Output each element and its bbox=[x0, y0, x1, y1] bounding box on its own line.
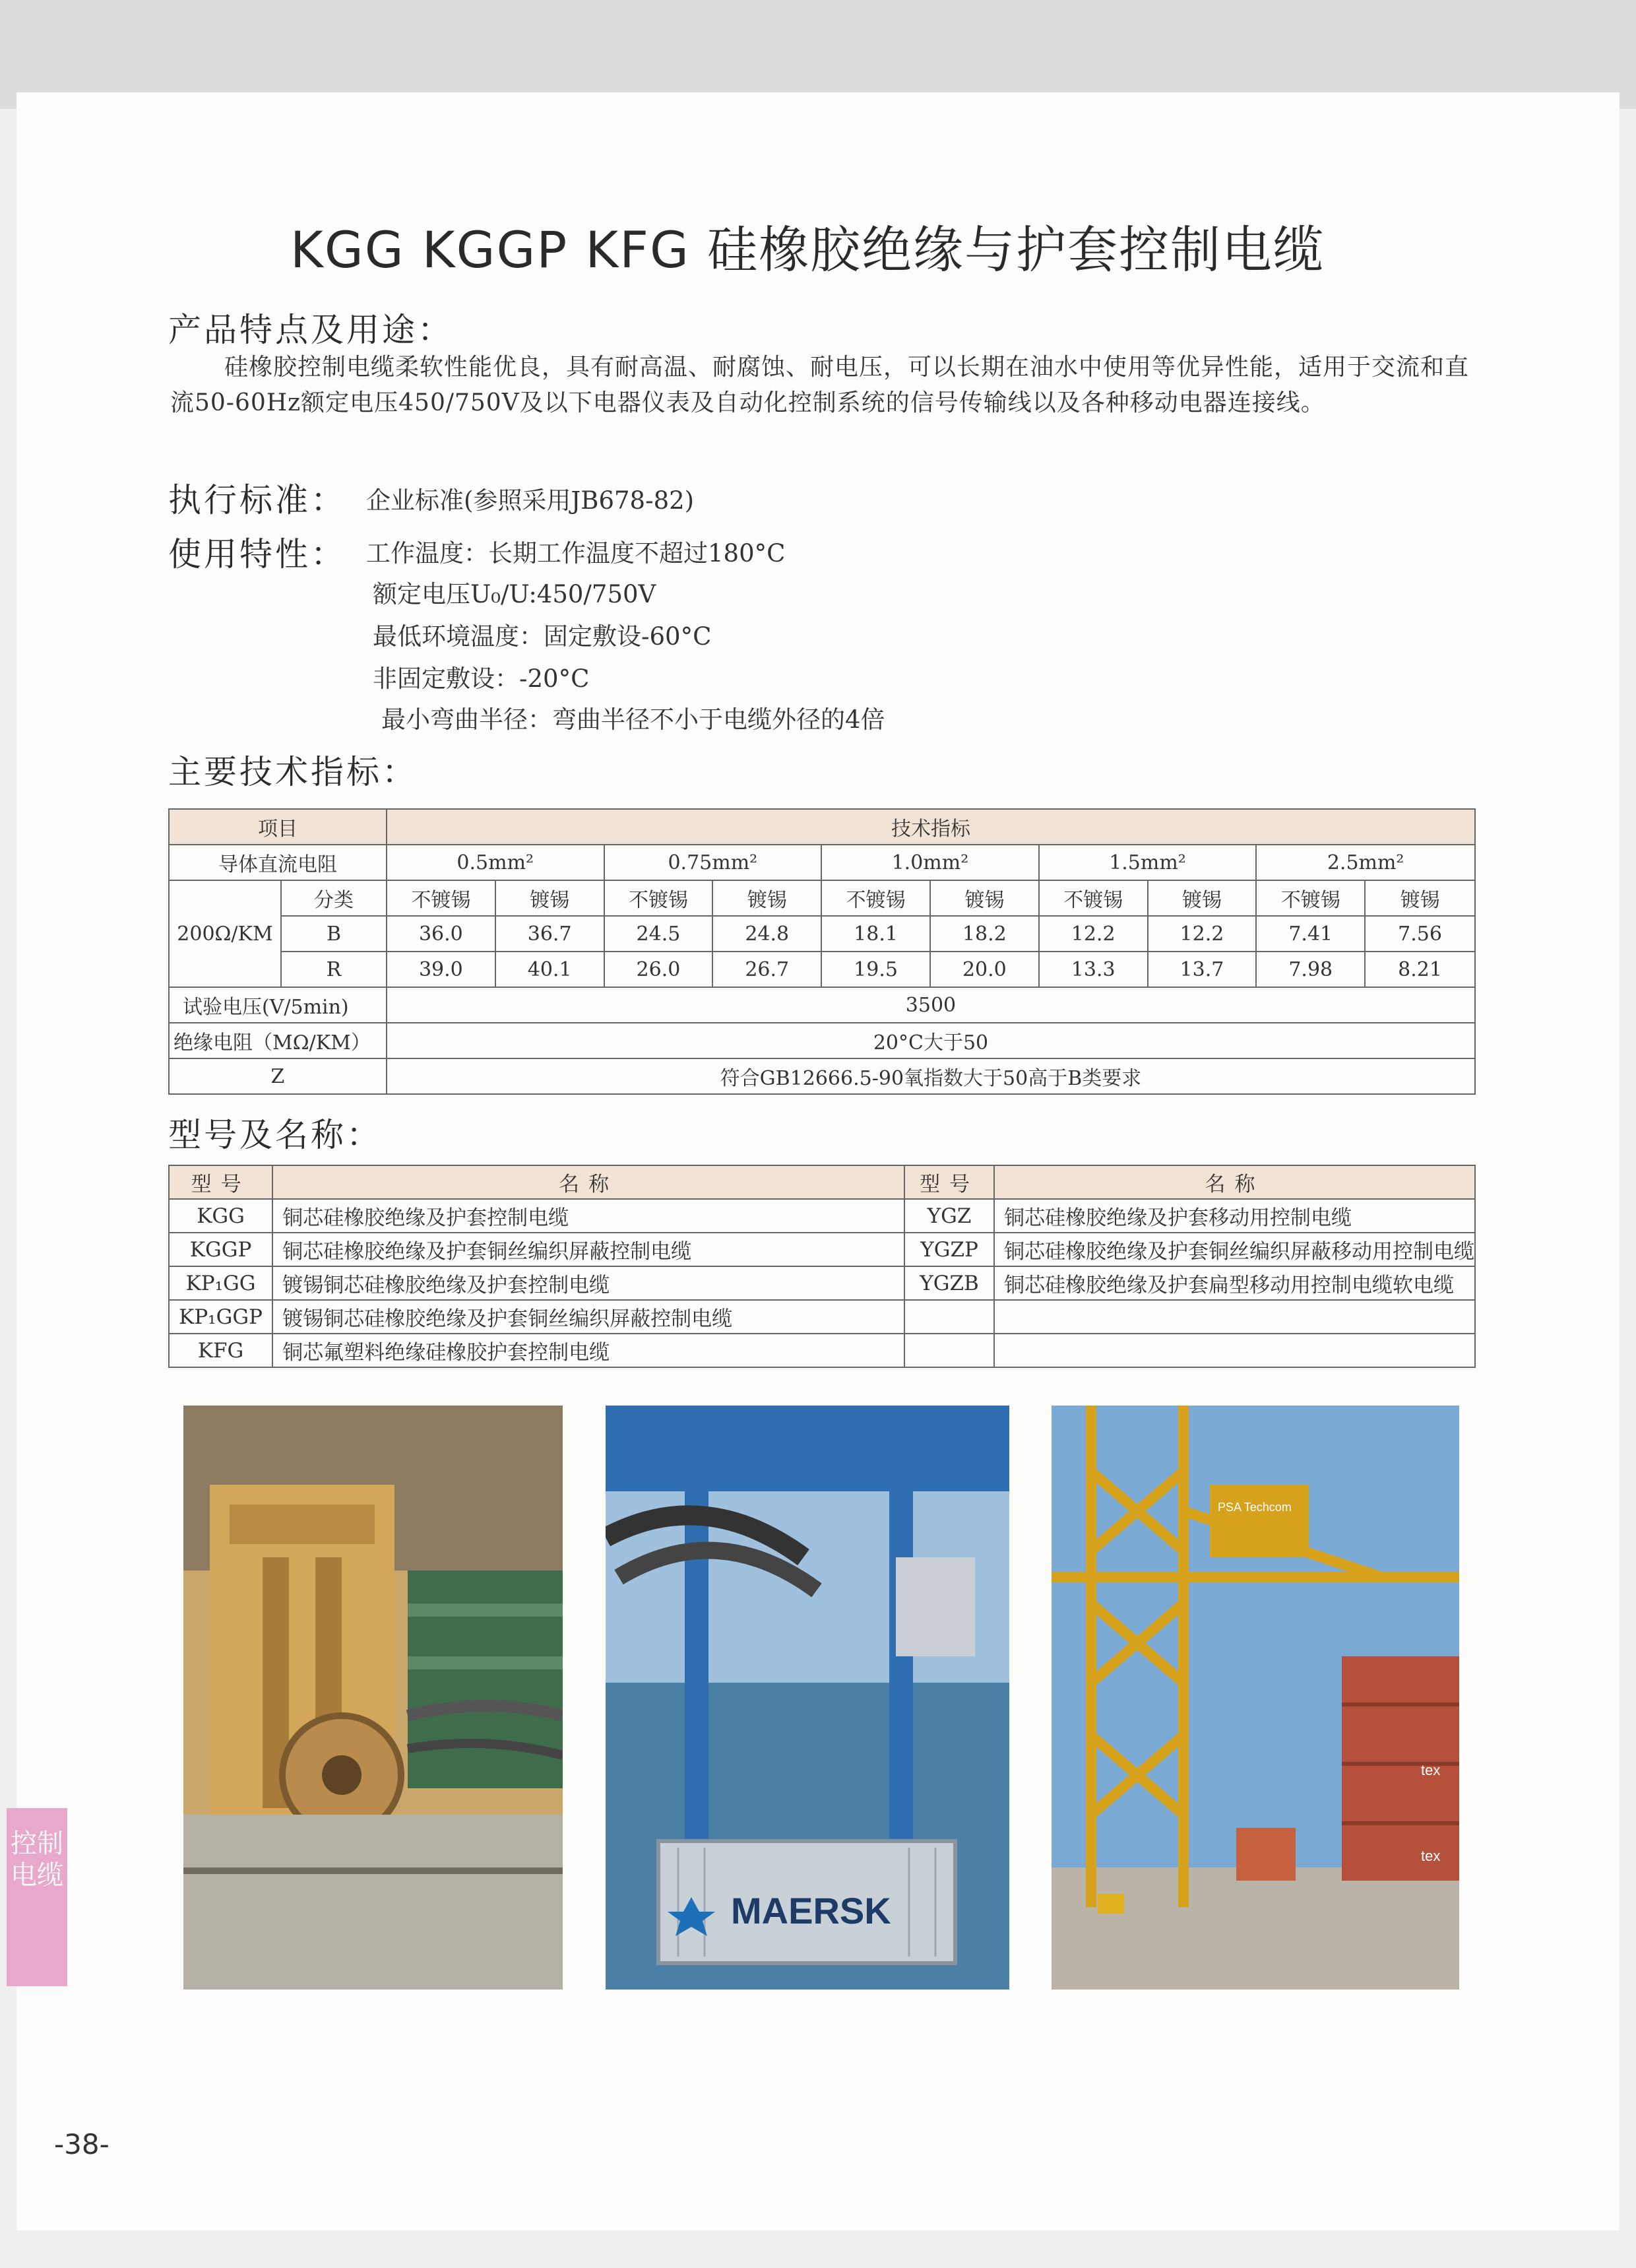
spec-cell: 39.0 bbox=[387, 952, 495, 987]
model-name: 镀锡铜芯硅橡胶绝缘及护套铜丝编织屏蔽控制电缆 bbox=[272, 1300, 904, 1334]
spec-insulation-value: 20°C大于50 bbox=[387, 1023, 1475, 1058]
model-name: 铜芯硅橡胶绝缘及护套铜丝编织屏蔽移动用控制电缆 bbox=[994, 1233, 1475, 1266]
spec-plating: 镀锡 bbox=[930, 880, 1039, 916]
spec-cell: 24.5 bbox=[604, 916, 713, 952]
spec-cell: 36.7 bbox=[495, 916, 604, 952]
features-text: 硅橡胶控制电缆柔软性能优良，具有耐高温、耐腐蚀、耐电压，可以长期在油水中使用等优异性能，适用于交流和直流50-60Hz额定电压450/750V及以下电器仪表及自动化控制系统的信号传输线以及各种移动电器连接线。 bbox=[170, 354, 1470, 416]
features-heading: 产品特点及用途： bbox=[168, 311, 453, 349]
spec-cell: 20.0 bbox=[930, 952, 1039, 987]
spec-cell: 8.21 bbox=[1365, 952, 1475, 987]
spec-resistance-label: 导体直流电阻 bbox=[169, 845, 387, 880]
spec-test-voltage-label: 试验电压(V/5min) bbox=[169, 987, 387, 1023]
spec-plating: 镀锡 bbox=[712, 880, 821, 916]
model-code: YGZB bbox=[904, 1266, 994, 1300]
spec-cell: 24.8 bbox=[712, 916, 821, 952]
models-col-name: 名称 bbox=[272, 1165, 904, 1199]
model-code bbox=[904, 1300, 994, 1334]
spec-size: 0.5mm² bbox=[387, 845, 604, 880]
spec-z-value: 符合GB12666.5-90氧指数大于50高于B类要求 bbox=[387, 1058, 1475, 1094]
spec-cell: 26.0 bbox=[604, 952, 713, 987]
spec-test-voltage-value: 3500 bbox=[387, 987, 1475, 1023]
model-code: YGZ bbox=[904, 1199, 994, 1233]
usage-line: 最低环境温度：固定敷设-60°C bbox=[373, 622, 712, 651]
models-heading: 型号及名称： bbox=[168, 1116, 382, 1154]
spec-size: 1.0mm² bbox=[821, 845, 1039, 880]
photo-machinery bbox=[183, 1406, 563, 1990]
model-name: 镀锡铜芯硅橡胶绝缘及护套控制电缆 bbox=[272, 1266, 904, 1300]
model-code: KP₁GGP bbox=[169, 1300, 272, 1334]
spec-z-label: Z bbox=[169, 1058, 387, 1094]
models-col-name: 名称 bbox=[994, 1165, 1475, 1199]
model-name bbox=[994, 1300, 1475, 1334]
spec-size: 1.5mm² bbox=[1039, 845, 1257, 880]
spec-size: 0.75mm² bbox=[604, 845, 822, 880]
spec-plating: 不镀锡 bbox=[821, 880, 930, 916]
spec-class-label: 分类 bbox=[281, 880, 387, 916]
page-number: -38- bbox=[54, 2128, 110, 2160]
crane-sign-text: PSA Techcom bbox=[1218, 1501, 1292, 1514]
usage-line: 最小弯曲半径：弯曲半径不小于电缆外径的4倍 bbox=[381, 705, 885, 734]
spec-cell: 36.0 bbox=[387, 916, 495, 952]
spec-size: 2.5mm² bbox=[1256, 845, 1475, 880]
usage-heading: 使用特性： bbox=[168, 535, 346, 573]
spec-cell: 7.56 bbox=[1365, 916, 1475, 952]
model-code: KP₁GG bbox=[169, 1266, 272, 1300]
standard-heading: 执行标准： bbox=[168, 481, 346, 519]
spec-cell: 7.98 bbox=[1256, 952, 1365, 987]
container-mark-text: tex bbox=[1421, 1848, 1441, 1864]
spec-plating: 镀锡 bbox=[495, 880, 604, 916]
model-code: KFG bbox=[169, 1334, 272, 1367]
spec-plating: 不镀锡 bbox=[1039, 880, 1148, 916]
page-title: KGG KGGP KFG 硅橡胶绝缘与护套控制电缆 bbox=[290, 220, 1325, 279]
spec-row-label: B bbox=[281, 916, 387, 952]
photo-gantry-crane bbox=[1052, 1406, 1459, 1990]
model-name: 铜芯硅橡胶绝缘及护套铜丝编织屏蔽控制电缆 bbox=[272, 1233, 904, 1266]
spec-cell: 13.3 bbox=[1039, 952, 1148, 987]
model-name: 铜芯硅橡胶绝缘及护套控制电缆 bbox=[272, 1199, 904, 1233]
category-side-tab: 控制电缆 bbox=[7, 1808, 67, 1986]
standard-text: 企业标准(参照采用JB678-82) bbox=[366, 486, 695, 515]
model-name bbox=[994, 1334, 1475, 1367]
spec-plating: 镀锡 bbox=[1148, 880, 1257, 916]
model-name: 铜芯氟塑料绝缘硅橡胶护套控制电缆 bbox=[272, 1334, 904, 1367]
spec-plating: 镀锡 bbox=[1365, 880, 1475, 916]
spec-cell: 19.5 bbox=[821, 952, 930, 987]
spec-unit: 200Ω/KM bbox=[169, 880, 281, 987]
container-mark-text: tex bbox=[1421, 1762, 1441, 1778]
usage-line: 非固定敷设：-20°C bbox=[373, 664, 590, 693]
spec-cell: 40.1 bbox=[495, 952, 604, 987]
spec-cell: 12.2 bbox=[1039, 916, 1148, 952]
container-brand-text: MAERSK bbox=[731, 1890, 891, 1931]
usage-line: 工作温度：长期工作温度不超过180°C bbox=[366, 539, 786, 567]
spec-cell: 18.2 bbox=[930, 916, 1039, 952]
model-code: KGG bbox=[169, 1199, 272, 1233]
photo-container-crane bbox=[606, 1406, 1009, 1990]
spec-item-header: 项目 bbox=[169, 809, 387, 845]
spec-value-header: 技术指标 bbox=[387, 809, 1475, 845]
spec-table bbox=[168, 808, 1476, 1095]
spec-plating: 不镀锡 bbox=[387, 880, 495, 916]
models-col-model: 型号 bbox=[169, 1165, 272, 1199]
models-col-model: 型号 bbox=[904, 1165, 994, 1199]
spec-cell: 18.1 bbox=[821, 916, 930, 952]
model-code bbox=[904, 1334, 994, 1367]
specs-heading: 主要技术指标： bbox=[168, 753, 418, 791]
spec-row-label: R bbox=[281, 952, 387, 987]
model-name: 铜芯硅橡胶绝缘及护套移动用控制电缆 bbox=[994, 1199, 1475, 1233]
model-code: YGZP bbox=[904, 1233, 994, 1266]
spec-cell: 12.2 bbox=[1148, 916, 1257, 952]
spec-plating: 不镀锡 bbox=[1256, 880, 1365, 916]
spec-cell: 13.7 bbox=[1148, 952, 1257, 987]
spec-cell: 7.41 bbox=[1256, 916, 1365, 952]
model-name: 铜芯硅橡胶绝缘及护套扁型移动用控制电缆软电缆 bbox=[994, 1266, 1475, 1300]
models-table bbox=[168, 1165, 1476, 1368]
usage-line: 额定电压U₀/U:450/750V bbox=[373, 580, 656, 608]
spec-cell: 26.7 bbox=[712, 952, 821, 987]
spec-plating: 不镀锡 bbox=[604, 880, 713, 916]
spec-insulation-label: 绝缘电阻（MΩ/KM） bbox=[169, 1023, 387, 1058]
model-code: KGGP bbox=[169, 1233, 272, 1266]
